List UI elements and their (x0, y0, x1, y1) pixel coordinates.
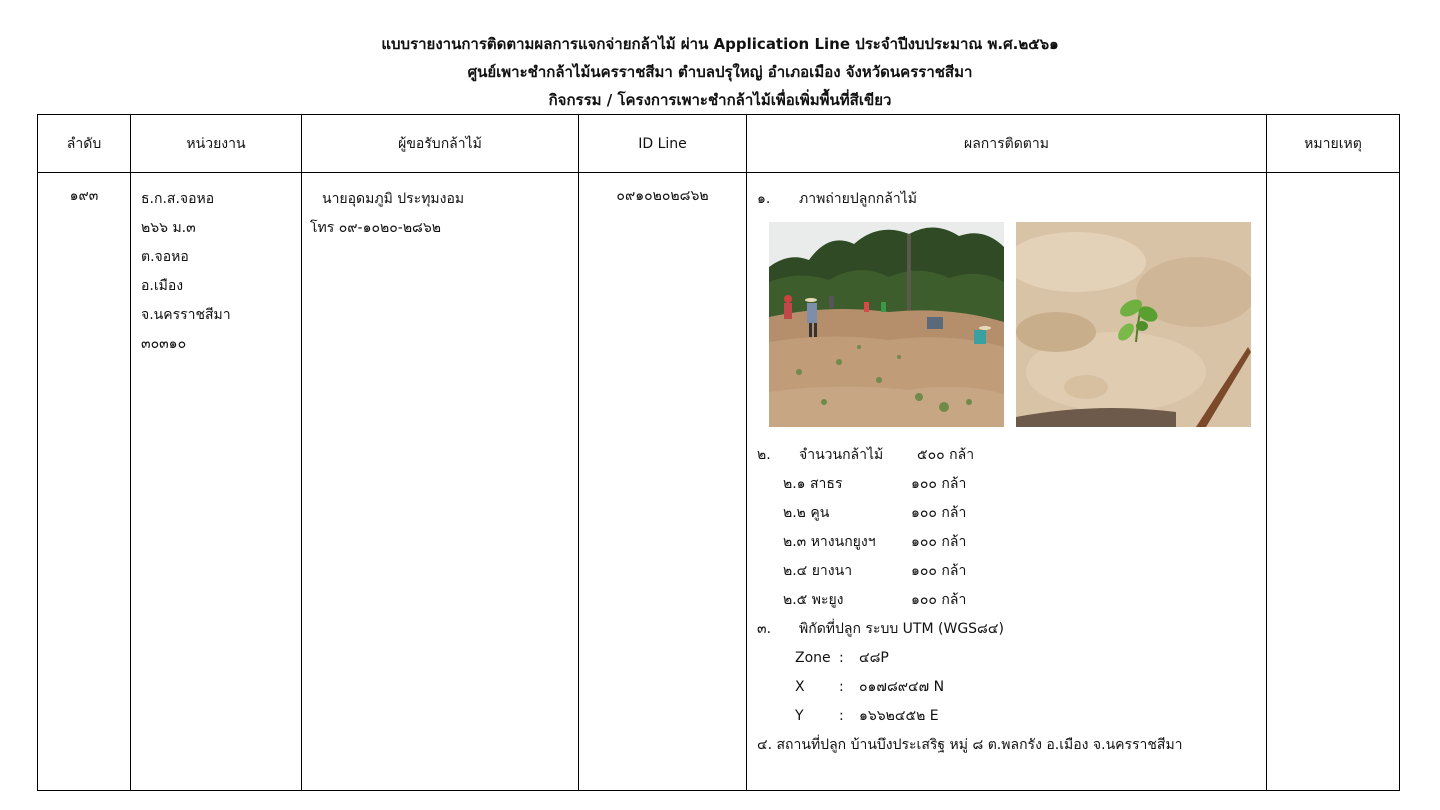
item-label: ภาพถ่ายปลูกกล้าไม้ (799, 191, 917, 207)
coord-key: Y (795, 708, 804, 724)
species-quantity: ๑๐๐ กล้า (911, 476, 967, 492)
recipient-phone: โทร ๐๙-๑๐๒๐-๒๘๖๒ (310, 220, 441, 236)
report-subtitle-office: ศูนย์เพาะชำกล้าไม้นครราชสีมา ตำบลปรุใหญ่ อำเภอเมือง จังหวัดนครราชสีมา (467, 63, 973, 81)
coord-colon: : (839, 679, 844, 695)
species-quantity: ๑๐๐ กล้า (911, 505, 967, 521)
col-header-id-line: ID Line (579, 115, 747, 173)
item-label: พิกัดที่ปลูก ระบบ UTM (WGS๘๔) (799, 621, 1004, 637)
col-header-recipient: ผู้ขอรับกล้าไม้ (302, 115, 579, 173)
report-table (37, 114, 1400, 791)
planting-photos (769, 222, 1266, 427)
cell-id-line: ๐๙๑๐๒๐๒๘๖๒ (579, 173, 747, 791)
species-name: ๒.๓ หางนกยูงฯ (783, 534, 876, 550)
species-name: ๒.๕ พะยูง (783, 592, 844, 608)
cell-agency (131, 173, 302, 791)
coord-y (757, 702, 1266, 731)
agency-line: อ.เมือง (141, 278, 184, 294)
item-label: จำนวนกล้าไม้ (799, 447, 884, 463)
agency-line: จ.นครราชสีมา (141, 307, 231, 323)
list-item (757, 499, 1266, 528)
recipient-name: นายอุดมภูมิ ประทุมงอม (322, 191, 465, 207)
agency-line: ต.จอหอ (141, 249, 189, 265)
col-header-remark: หมายเหตุ (1267, 115, 1400, 173)
list-item (757, 586, 1266, 615)
coord-colon: : (839, 650, 844, 666)
coord-zone (757, 644, 1266, 673)
photo-seedling-closeup (1016, 222, 1251, 427)
item-number: ๑. (757, 191, 771, 207)
result-item-location: ๔. สถานที่ปลูก บ้านบึงประเสริฐ หมู่ ๘ ต.พลกรัง อ.เมือง จ.นครราชสีมา (757, 737, 1183, 753)
species-name: ๒.๒ คูน (783, 505, 830, 521)
species-quantity: ๑๐๐ กล้า (911, 592, 967, 608)
list-item (757, 528, 1266, 557)
coord-value: ๑๖๖๒๔๕๒ E (859, 708, 939, 724)
coord-colon: : (839, 708, 844, 724)
agency-line: ๒๖๖ ม.๓ (141, 220, 196, 236)
coord-value: ๐๑๗๘๙๔๗ N (859, 679, 945, 695)
report-header (0, 30, 1440, 114)
coord-value: ๔๘P (859, 650, 889, 666)
coord-key: Zone (795, 650, 831, 666)
agency-line: ๓๐๓๑๐ (141, 336, 187, 352)
item-quantity-total: ๕๐๐ กล้า (917, 447, 975, 463)
species-quantity: ๑๐๐ กล้า (911, 563, 967, 579)
species-name: ๒.๑ สาธร (783, 476, 843, 492)
result-item-coordinates (757, 615, 1266, 644)
col-header-seq: ลำดับ (38, 115, 131, 173)
species-name: ๒.๔ ยางนา (783, 563, 853, 579)
coord-x (757, 673, 1266, 702)
list-item (757, 557, 1266, 586)
cell-seq: ๑๙๓ (38, 173, 131, 791)
report-title: แบบรายงานการติดตามผลการแจกจ่ายกล้าไม้ ผ่าน Application Line ประจำปีงบประมาณ พ.ศ.๒๕๖๑ (381, 35, 1059, 53)
item-number: ๓. (757, 621, 772, 637)
item-number: ๒. (757, 447, 771, 463)
agency-line: ธ.ก.ส.จอหอ (141, 191, 215, 207)
list-item (757, 470, 1266, 499)
report-subtitle-activity: กิจกรรม / โครงการเพาะชำกล้าไม้เพื่อเพิ่มพื้นที่สีเขียว (548, 91, 892, 109)
cell-recipient (302, 173, 579, 791)
photo-planting-field (769, 222, 1004, 427)
cell-remark (1267, 173, 1400, 791)
result-item-quantity (757, 441, 1266, 470)
col-header-result: ผลการติดตาม (747, 115, 1267, 173)
species-quantity: ๑๐๐ กล้า (911, 534, 967, 550)
table-header-row (38, 115, 1400, 173)
coord-key: X (795, 679, 805, 695)
table-row (38, 173, 1400, 791)
col-header-agency: หน่วยงาน (131, 115, 302, 173)
cell-result (747, 173, 1267, 791)
result-item-photos (757, 185, 1266, 214)
